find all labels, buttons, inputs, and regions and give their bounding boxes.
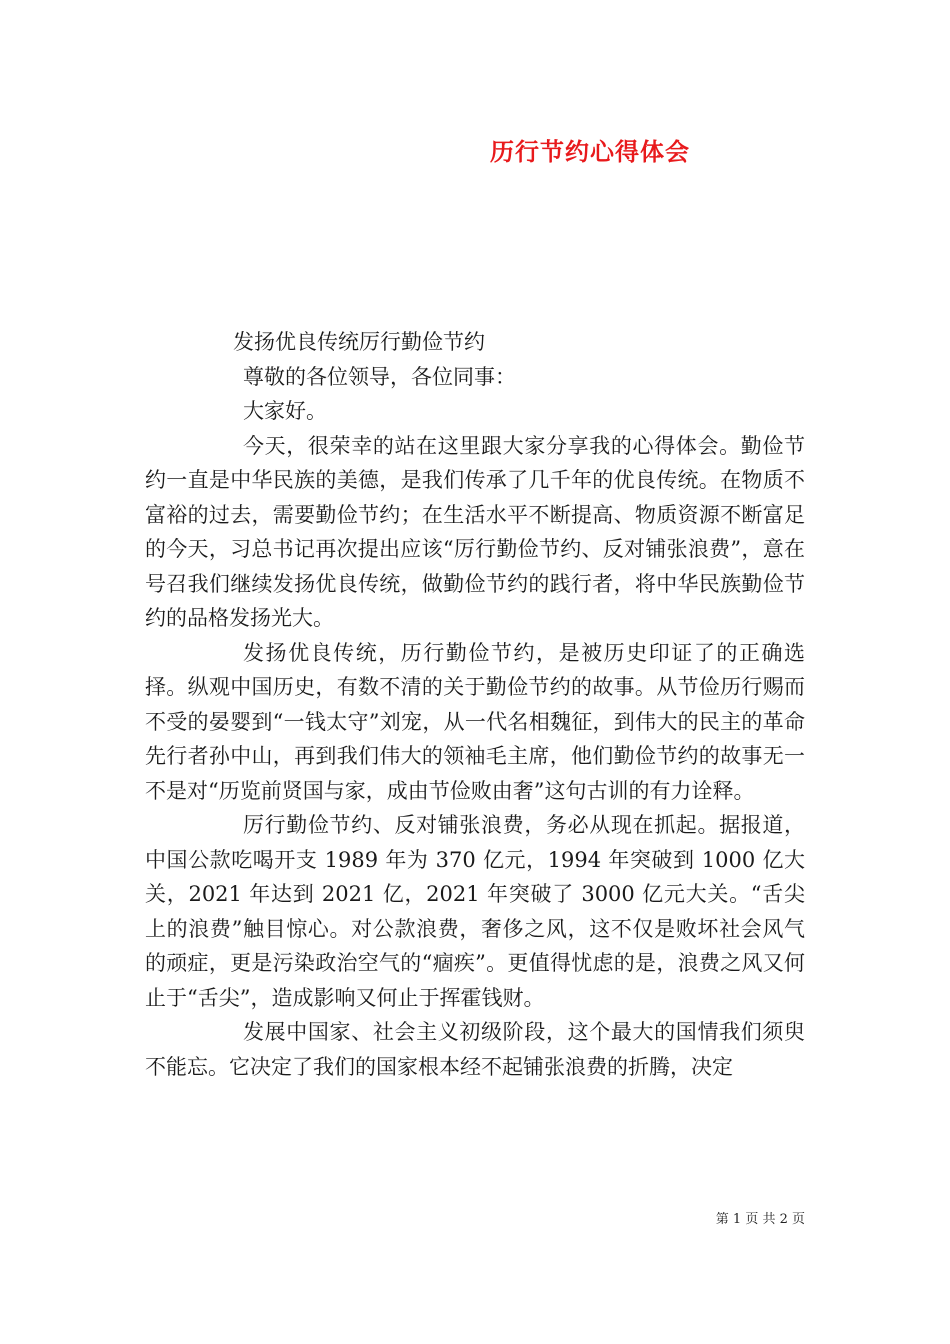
greeting: 大家好。 <box>243 399 327 423</box>
speech-heading: 发扬优良传统厉行勤俭节约 <box>233 330 485 354</box>
document-title: 历行节约心得体会 <box>490 138 690 166</box>
paragraph-4: 发展中国家、社会主义初级阶段，这个最大的国情我们须臾不能忘。它决定了我们的国家根本经不起铺张浪费的折腾，决定 <box>145 1020 805 1079</box>
paragraph-3: 厉行勤俭节约、反对铺张浪费，务必从现在抓起。据报道，中国公款吃喝开支 1989 年为 370 亿元，1994 年突破到 1000 亿大关，2021 年达到 2021 亿，2021 年突破了 3000 亿元大关。“舌尖上的浪费”触目惊心。对公款浪费，奢侈之风，这不仅是败坏社会风气的顽症，更是污染政治空气的“痼疾”。更值得忧虑的是，浪费之风又何止于“舌尖”，造成影响又何止于挥霍钱财。 <box>145 813 805 1010</box>
salutation: 尊敬的各位领导，各位同事： <box>243 364 516 389</box>
paragraph-2: 发扬优良传统，历行勤俭节约，是被历史印证了的正确选择。纵观中国历史，有数不清的关于勤俭节约的故事。从节俭历行赐而不受的晏婴到“一钱太守”刘宠，从一代名相魏征，到伟大的民主的革命先行者孙中山，再到我们伟大的领袖毛主席，他们勤俭节约的故事无一不是对“历览前贤国与家，成由节俭败由奢”这句古训的有力诠释。 <box>145 640 805 803</box>
paragraph-1: 今天，很荣幸的站在这里跟大家分享我的心得体会。勤俭节约一直是中华民族的美德，是我们传承了几千年的优良传统。在物质不富裕的过去，需要勤俭节约；在生活水平不断提高、物质资源不断富足的今天，习总书记再次提出应该“厉行勤俭节约、反对铺张浪费”，意在号召我们继续发扬优良传统，做勤俭节约的践行者，将中华民族勤俭节约的品格发扬光大。 <box>145 433 805 630</box>
document-body <box>145 325 805 1084</box>
page-number: 第 1 页 共 2 页 <box>715 1212 805 1227</box>
